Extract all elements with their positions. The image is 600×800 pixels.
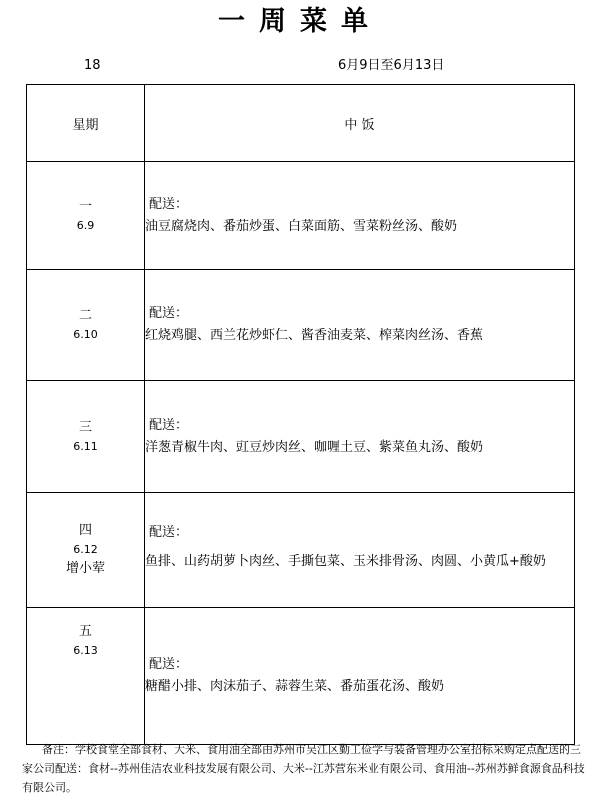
day-note: 增小荤 [65,561,105,576]
weekday-label: 一 [78,198,92,214]
dish-list: 鱼排、山药胡萝卜肉丝、手撕包菜、玉米排骨汤、肉圆、小黄瓜+酸奶 [145,553,546,569]
day-date: 6.12 [73,543,98,556]
week-number: 18 [84,58,101,73]
header-day: 星期 [27,85,145,162]
page-title: 一周菜单 [218,6,382,37]
day-cell [27,608,145,745]
day-date: 6.9 [76,218,95,232]
table-header-row [27,85,575,162]
date-range: 6月9日至6月13日 [338,58,445,73]
dish-list: 洋葱青椒牛肉、豇豆炒肉丝、咖喱土豆、紫菜鱼丸汤、酸奶 [145,439,484,455]
weekday-label: 四 [78,523,92,538]
day-date: 6.11 [73,439,98,453]
meal-cell [145,162,575,270]
delivery-label: 配送： [149,657,189,672]
day-cell [27,270,145,381]
weekday-label: 二 [78,308,92,323]
delivery-label: 配送： [149,196,189,212]
meal-cell [145,493,575,608]
meal-cell [145,270,575,381]
table-row [27,270,575,381]
weekday-label: 五 [78,624,92,639]
delivery-label: 配送： [149,524,189,540]
dish-list: 红烧鸡腿、西兰花炒虾仁、酱香油麦菜、榨菜肉丝汤、香蕉 [145,328,484,343]
day-cell [27,381,145,493]
meal-cell [145,381,575,493]
footnote: 备注：学校食堂全部食材、大米、食用油全部由苏州市吴江区勤工俭学与装备管理办公室招标采购定点配送的三家公司配送：食材--苏州佳洁农业科技发展有限公司、大米--江苏营东米业有限公司、食用油--苏州苏鲜食源食品科技有限公司。 [22,743,585,794]
header-meal: 中 饭 [145,85,575,162]
table-row [27,162,575,270]
table-row [27,493,575,608]
meal-cell [145,608,575,745]
day-cell [27,493,145,608]
dish-list: 油豆腐烧肉、番茄炒蛋、白菜面筋、雪菜粉丝汤、酸奶 [145,218,458,234]
delivery-label: 配送： [149,306,189,321]
dish-list: 糖醋小排、肉沫茄子、蒜蓉生菜、番茄蛋花汤、酸奶 [145,679,445,694]
delivery-label: 配送： [149,417,189,433]
day-date: 6.10 [73,328,98,341]
table-row [27,381,575,493]
day-date: 6.13 [73,644,98,657]
weekday-label: 三 [78,419,92,435]
menu-table [26,84,575,745]
table-row [27,608,575,745]
day-cell [27,162,145,270]
